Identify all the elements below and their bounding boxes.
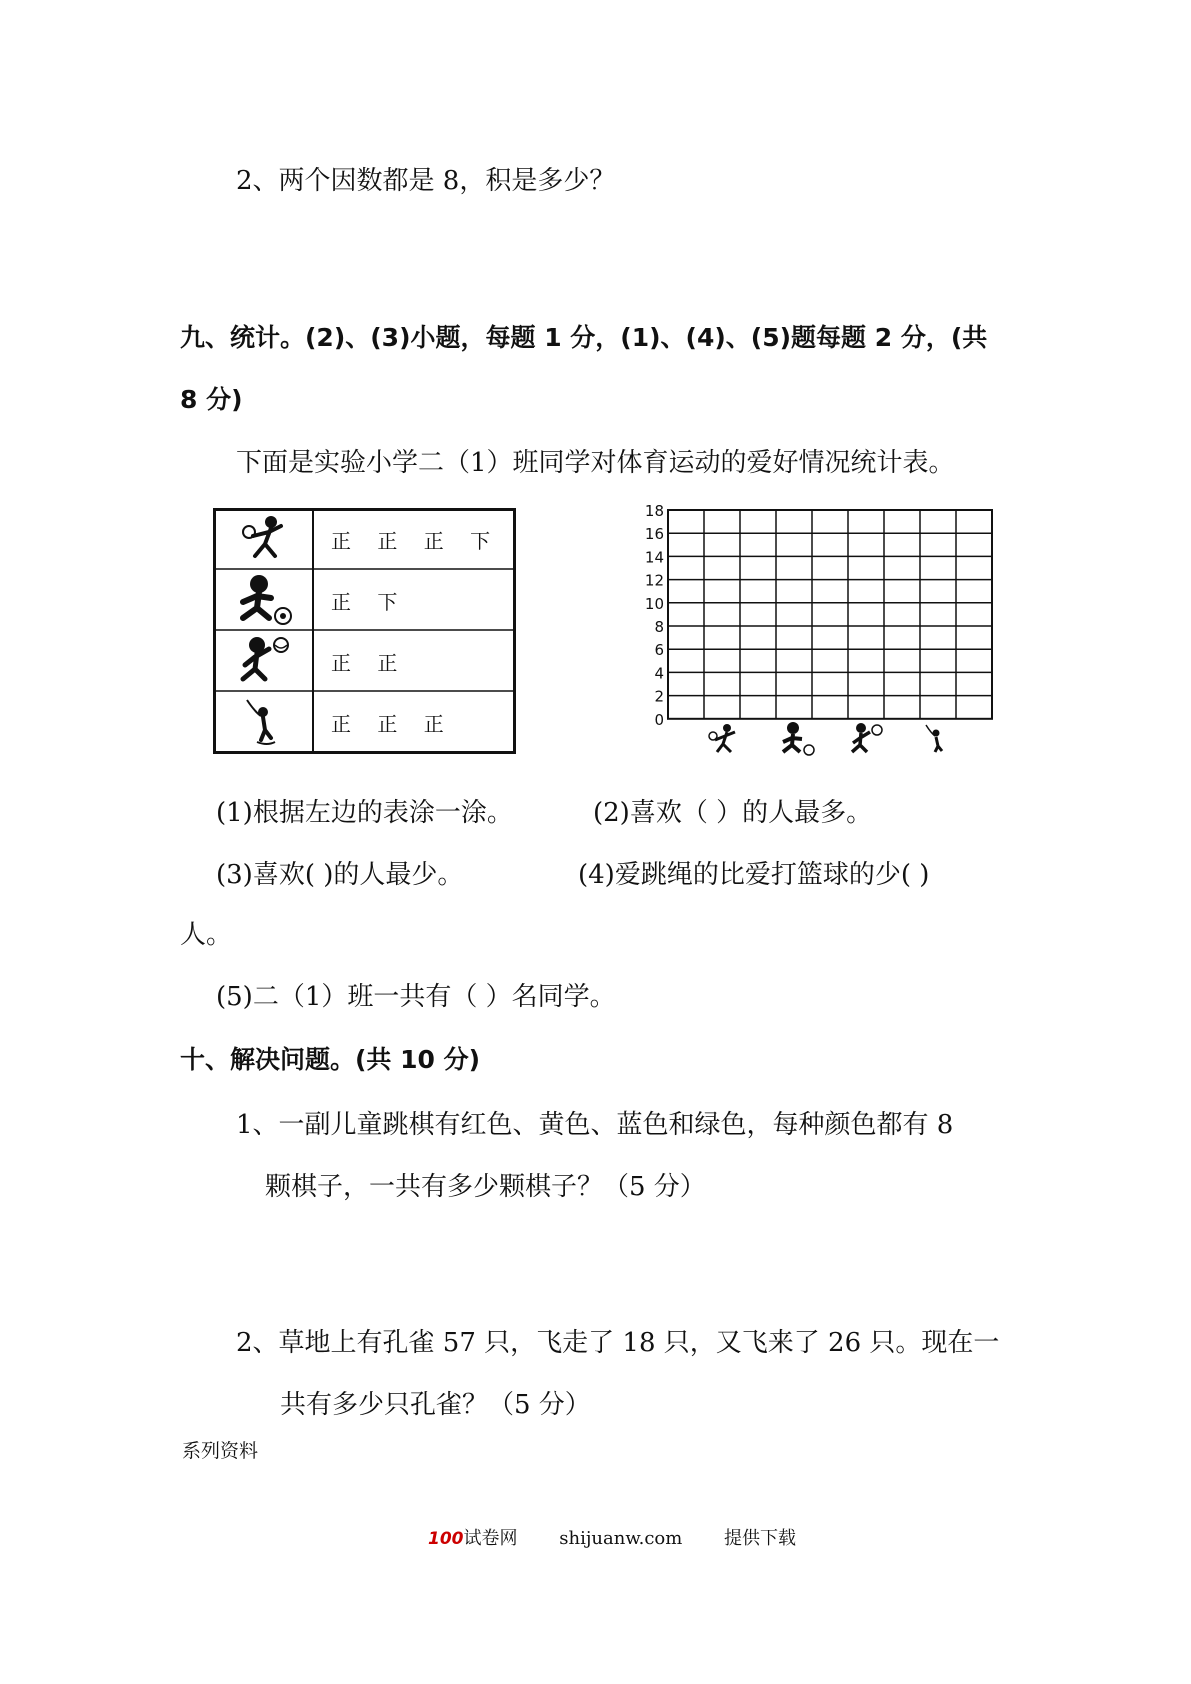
chart-grid-border — [668, 510, 992, 719]
y-tick-label: 16 — [644, 525, 664, 544]
section9-intro: 下面是实验小学二（1）班同学对体育运动的爱好情况统计表。 — [236, 448, 955, 478]
y-tick-label: 8 — [654, 618, 664, 636]
basketball-player-icon — [243, 516, 281, 556]
volleyball-player-icon — [243, 637, 288, 679]
tally-row-1: 正 正 正 下 — [331, 529, 501, 553]
footer-logo-text: 试卷网 — [463, 1528, 518, 1549]
y-tick-label: 18 — [644, 502, 664, 520]
tally-row-3: 正 正 — [331, 651, 408, 675]
section9-heading-line1: 九、统计。(2)、(3)小题，每题 1 分，(1)、(4)、(5)题每题 2 分，(共 — [180, 323, 988, 352]
chart-grid — [668, 510, 992, 719]
footer-download: 提供下载 — [724, 1528, 797, 1549]
section10-heading: 十、解决问题。(共 10 分) — [180, 1045, 481, 1074]
problem-2-line1: 2、草地上有孔雀 57 只，飞走了 18 只，又飞来了 26 只。现在一 — [236, 1328, 1000, 1358]
y-tick-label: 4 — [654, 664, 664, 683]
footer — [428, 1524, 796, 1550]
logo-100: 100 — [428, 1529, 464, 1549]
tally-row-2: 正 下 — [331, 590, 408, 614]
problem-2-line2: 共有多少只孔雀？（5 分） — [280, 1390, 591, 1420]
y-tick-label: 2 — [654, 687, 664, 706]
series-note: 系列资料 — [182, 1440, 259, 1462]
y-tick-label: 10 — [644, 594, 664, 613]
chart-jump-rope-icon — [926, 725, 942, 752]
tally-table — [213, 508, 516, 754]
chart-soccer-icon — [783, 722, 814, 755]
y-tick-label: 6 — [654, 641, 664, 660]
q8-item-2: 2、两个因数都是 8，积是多少？ — [236, 166, 616, 196]
question-2: (2)喜欢（ ）的人最多。 — [593, 798, 873, 828]
problem-1-line1: 1、一副儿童跳棋有红色、黄色、蓝色和绿色，每种颜色都有 8 — [236, 1110, 954, 1140]
question-5: (5)二（1）班一共有（ ）名同学。 — [216, 982, 616, 1012]
soccer-player-icon — [243, 575, 291, 624]
jump-rope-icon — [247, 700, 275, 744]
chart-x-axis — [709, 722, 942, 755]
footer-site[interactable]: shijuanw.com — [559, 1528, 683, 1549]
tally-row-4: 正 正 正 — [331, 712, 454, 736]
question-1: (1)根据左边的表涂一涂。 — [216, 798, 513, 828]
chart-y-axis — [645, 502, 664, 729]
question-3: (3)喜欢( )的人最少。 — [216, 860, 464, 890]
chart-basketball-icon — [709, 724, 735, 752]
y-tick-label: 14 — [644, 548, 664, 567]
section9-heading-line2: 8 分) — [180, 385, 243, 414]
problem-1-line2: 颗棋子，一共有多少颗棋子？（5 分） — [265, 1172, 706, 1202]
chart-volleyball-icon — [852, 723, 882, 752]
y-tick-label: 0 — [654, 710, 664, 729]
bar-chart — [640, 498, 1010, 758]
y-tick-label: 12 — [644, 571, 664, 590]
question-4: (4)爱跳绳的比爱打篮球的少( ) — [578, 860, 930, 890]
question-4-continued: 人。 — [180, 920, 233, 950]
